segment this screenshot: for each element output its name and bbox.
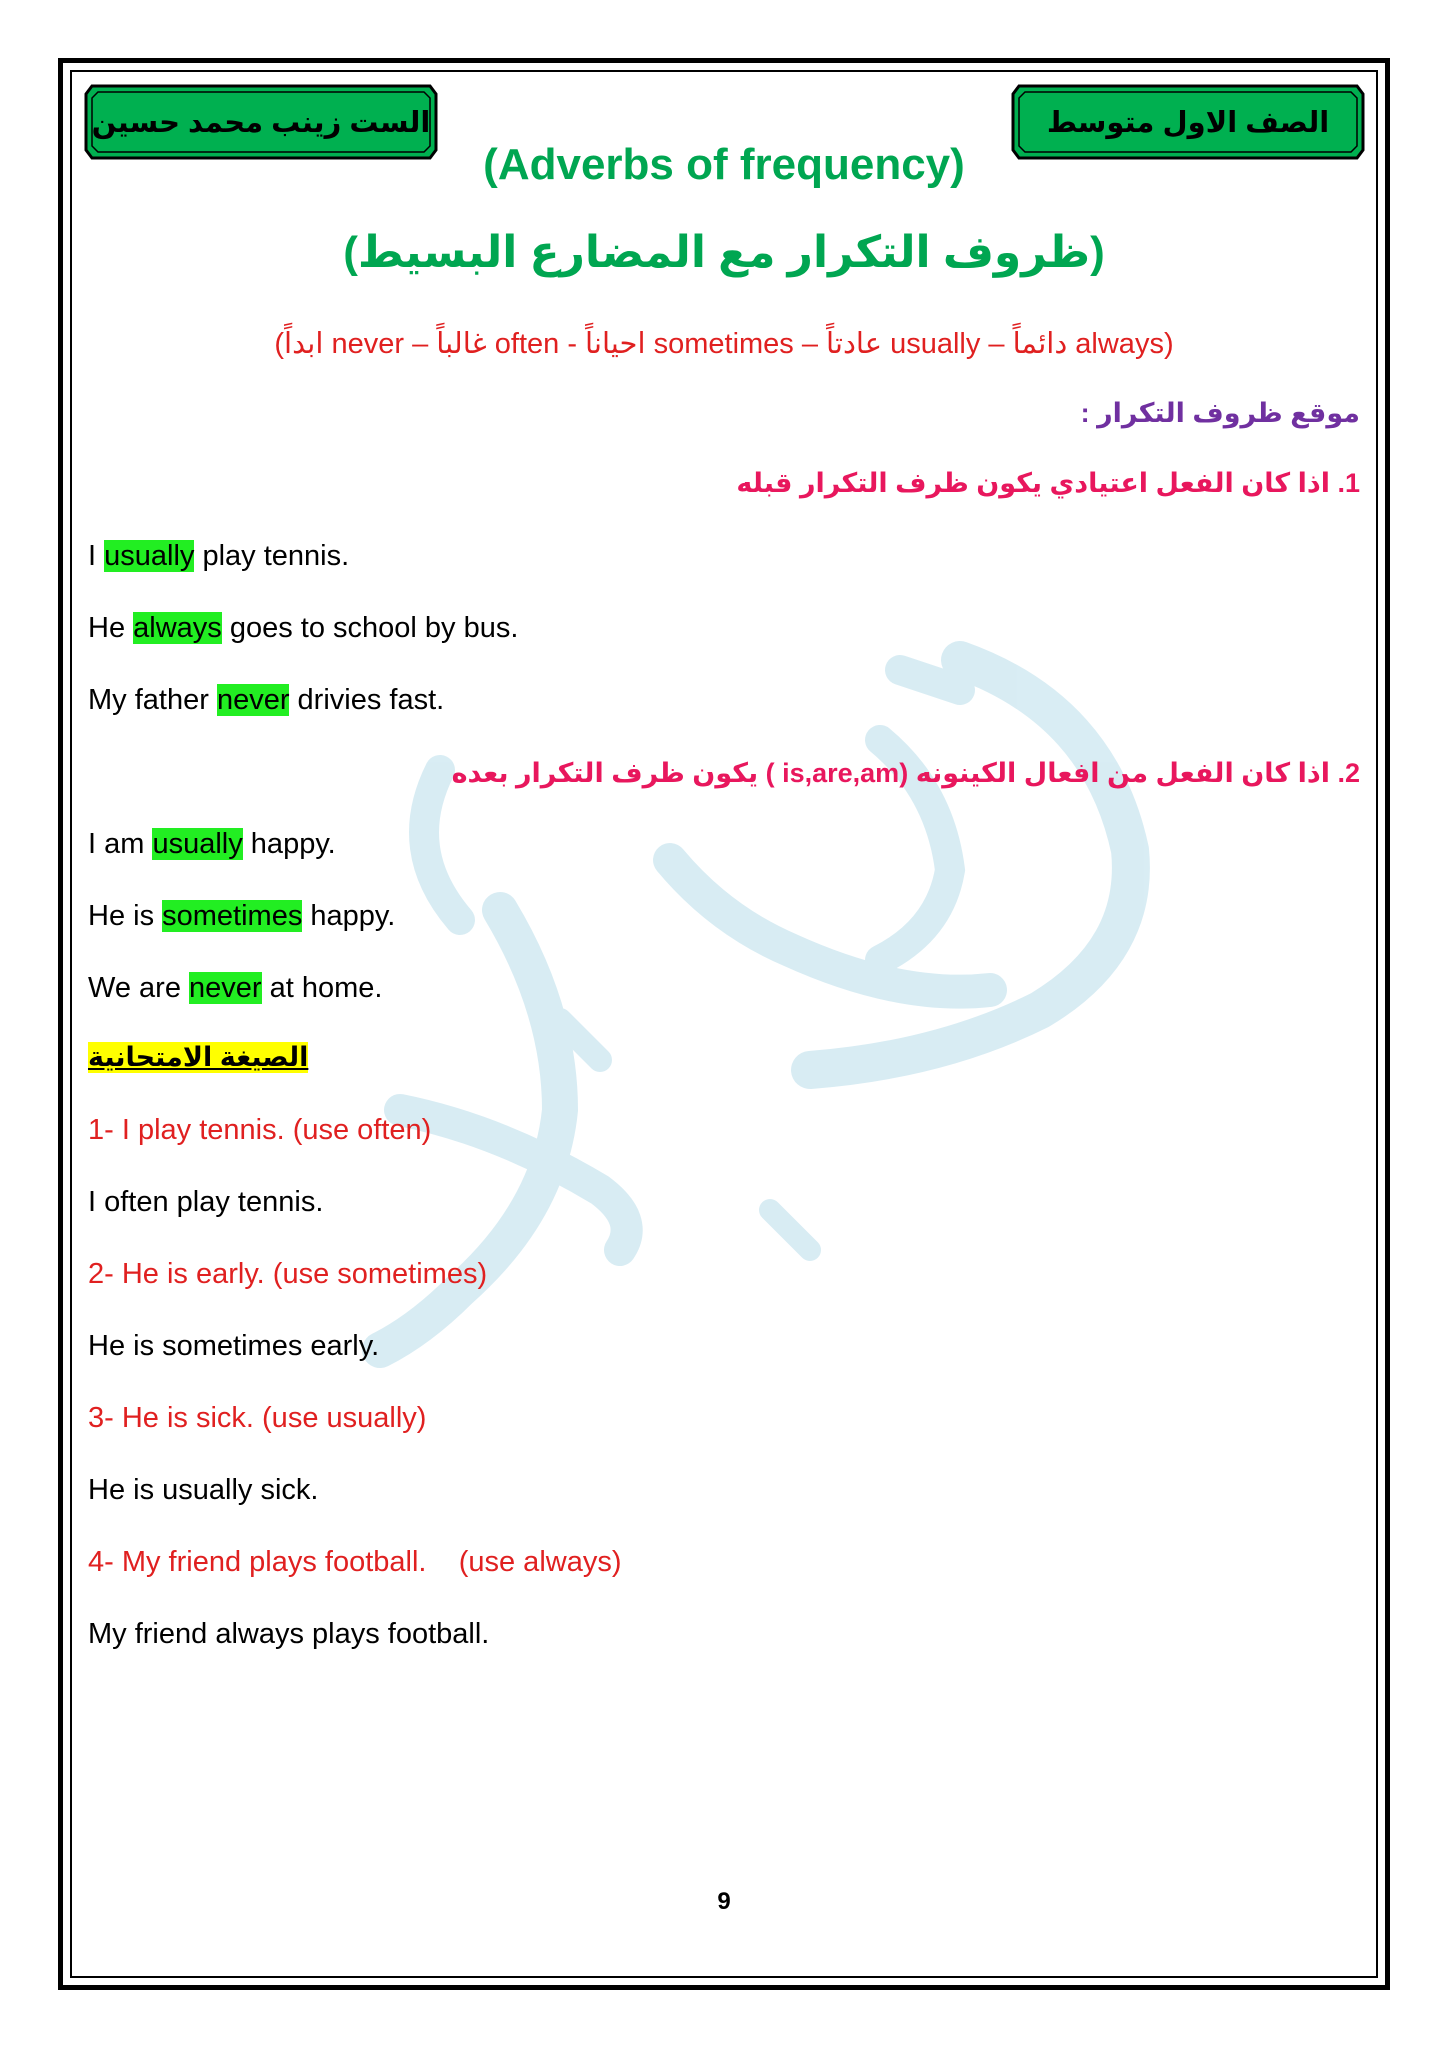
adverbs-list: (always دائماً – usually عادتاً – sometimes احياناً - often غالباً – never ابداً)	[274, 328, 1174, 360]
example-text: My father	[88, 684, 217, 716]
example-text: He is	[88, 900, 163, 932]
example-text: I	[88, 540, 105, 572]
highlighted-adverb: usually	[152, 828, 243, 860]
example-text: at home.	[261, 972, 383, 1004]
exercise-answer: I often play tennis.	[88, 1186, 324, 1218]
exercise-question: 1- I play tennis. (use often)	[88, 1114, 432, 1146]
example-text: happy.	[242, 828, 336, 860]
example-sentence	[88, 540, 349, 573]
example-text: I am	[88, 828, 153, 860]
example-text: happy.	[302, 900, 396, 932]
exercise-question: 4- My friend plays football. (use always)	[88, 1546, 622, 1578]
exercise-question: 2- He is early. (use sometimes)	[88, 1258, 488, 1290]
example-sentence	[88, 972, 382, 1005]
example-text: play tennis.	[194, 540, 350, 572]
example-text: drivies fast.	[289, 684, 445, 716]
teacher-name: الست زينب محمد حسين	[91, 106, 431, 139]
exercise-answer: He is usually sick.	[88, 1474, 319, 1506]
title-english: (Adverbs of frequency)	[483, 140, 965, 189]
example-text: We are	[88, 972, 190, 1004]
highlighted-adverb: usually	[104, 540, 195, 572]
page-number: 9	[717, 1888, 731, 1915]
highlighted-adverb: never	[189, 972, 262, 1004]
example-text: He	[88, 612, 134, 644]
example-sentence	[88, 828, 336, 861]
exercise-answer: My friend always plays football.	[88, 1618, 490, 1650]
rule-2-heading: 2. اذا كان الفعل من افعال الكينونه (is,are,am ) يكون ظرف التكرار بعده	[451, 758, 1360, 788]
example-sentence	[88, 684, 444, 717]
highlighted-adverb: always	[133, 612, 222, 644]
example-sentence	[88, 900, 395, 933]
position-heading: موقع ظروف التكرار :	[1080, 398, 1360, 428]
exercise-answer: He is sometimes early.	[88, 1330, 380, 1362]
exercise-question: 3- He is sick. (use usually)	[88, 1402, 427, 1434]
grade-label: الصف الاول متوسط	[1046, 106, 1330, 139]
highlighted-adverb: never	[216, 684, 290, 716]
rule-1-heading: 1. اذا كان الفعل اعتيادي يكون ظرف التكرار قبله	[736, 468, 1360, 498]
highlighted-adverb: sometimes	[162, 900, 303, 932]
example-sentence	[88, 612, 518, 645]
exam-format-heading: الصيغة الامتحانية	[88, 1042, 309, 1072]
title-arabic: (ظروف التكرار مع المضارع البسيط)	[343, 228, 1105, 277]
example-text: goes to school by bus.	[221, 612, 519, 644]
